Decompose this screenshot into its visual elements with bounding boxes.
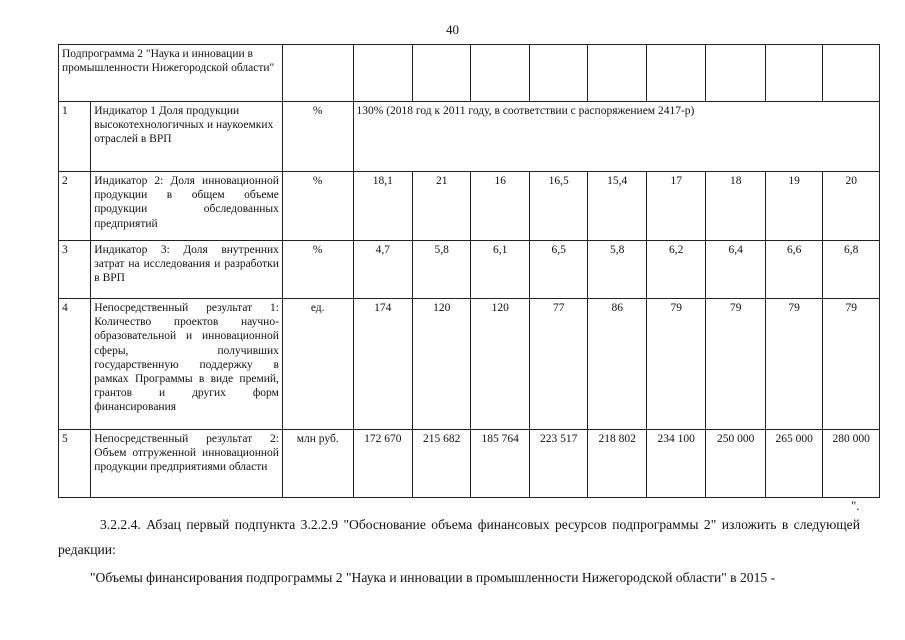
value-cell: 19 (765, 172, 822, 241)
value-cell: 16,5 (529, 172, 587, 241)
indicator-note: 130% (2018 год к 2011 году, в соответствии с распоряжением 2417-р) (353, 102, 880, 172)
value-cell: 79 (823, 299, 880, 430)
row-number: 3 (59, 241, 91, 299)
value-cell: 215 682 (413, 430, 471, 498)
value-cell: 17 (646, 172, 706, 241)
table-row (59, 172, 880, 241)
value-cell: 6,2 (646, 241, 706, 299)
empty-cell (588, 45, 646, 102)
indicator-name: Индикатор 3: Доля внутренних затрат на исследования и разработки в ВРП (91, 241, 283, 299)
value-cell: 250 000 (706, 430, 766, 498)
unit-cell: % (282, 241, 353, 299)
value-cell: 120 (471, 299, 529, 430)
value-cell: 6,6 (765, 241, 822, 299)
paragraph-funding: "Объемы финансирования подпрограммы 2 "Наука и инновации в промышленности Нижегородской области" в 2015 - (90, 570, 776, 585)
table-row (59, 102, 880, 172)
row-number: 2 (59, 172, 91, 241)
value-cell: 5,8 (588, 241, 646, 299)
value-cell: 77 (529, 299, 587, 430)
page-number: 40 (446, 22, 459, 37)
indicator-name: Индикатор 1 Доля продукции высокотехнологичных и наукоемких отраслей в ВРП (91, 102, 283, 172)
indicator-name: Индикатор 2: Доля инновационной продукции в общем объеме продукции обследованных предприятий (91, 172, 283, 241)
row-number: 1 (59, 102, 91, 172)
table-row (59, 241, 880, 299)
value-cell: 21 (413, 172, 471, 241)
row-number: 4 (59, 299, 91, 430)
paragraph-amendment: 3.2.2.4. Абзац первый подпункта 3.2.2.9 "Обоснование объема финансовых ресурсов подпрограммы 2" изложить в следующей редакции: (58, 517, 860, 557)
value-cell: 79 (646, 299, 706, 430)
value-cell: 6,5 (529, 241, 587, 299)
value-cell: 265 000 (765, 430, 822, 498)
value-cell: 223 517 (529, 430, 587, 498)
empty-cell (413, 45, 471, 102)
table-row (59, 299, 880, 430)
subprogram-title: Подпрограмма 2 "Наука и инновации в промышленности Нижегородской области" (59, 45, 283, 102)
empty-cell (282, 45, 353, 102)
empty-cell (823, 45, 880, 102)
indicator-name: Непосредственный результат 2: Объем отгруженной инновационной продукции предприятиями области (91, 430, 283, 498)
value-cell: 79 (706, 299, 766, 430)
value-cell: 172 670 (353, 430, 413, 498)
empty-cell (706, 45, 766, 102)
unit-cell: % (282, 172, 353, 241)
value-cell: 6,4 (706, 241, 766, 299)
closing-quote: ". (851, 498, 860, 513)
value-cell: 218 802 (588, 430, 646, 498)
unit-cell: % (282, 102, 353, 172)
empty-cell (353, 45, 413, 102)
empty-cell (529, 45, 587, 102)
value-cell: 16 (471, 172, 529, 241)
indicator-name: Непосредственный результат 1: Количество проектов научно-образовательной и инновационной сферы, получивших государственную поддержку в рамках Программы в виде премий, грантов и других форм финансирования (91, 299, 283, 430)
value-cell: 18,1 (353, 172, 413, 241)
value-cell: 18 (706, 172, 766, 241)
empty-cell (471, 45, 529, 102)
value-cell: 79 (765, 299, 822, 430)
value-cell: 120 (413, 299, 471, 430)
value-cell: 174 (353, 299, 413, 430)
value-cell: 6,8 (823, 241, 880, 299)
value-cell: 185 764 (471, 430, 529, 498)
value-cell: 15,4 (588, 172, 646, 241)
value-cell: 234 100 (646, 430, 706, 498)
value-cell: 86 (588, 299, 646, 430)
value-cell: 6,1 (471, 241, 529, 299)
empty-cell (646, 45, 706, 102)
value-cell: 280 000 (823, 430, 880, 498)
indicators-table (58, 44, 880, 498)
value-cell: 5,8 (413, 241, 471, 299)
unit-cell: ед. (282, 299, 353, 430)
unit-cell: млн руб. (282, 430, 353, 498)
row-number: 5 (59, 430, 91, 498)
value-cell: 20 (823, 172, 880, 241)
subprogram-header-row (59, 45, 880, 102)
empty-cell (765, 45, 822, 102)
value-cell: 4,7 (353, 241, 413, 299)
table-row (59, 430, 880, 498)
